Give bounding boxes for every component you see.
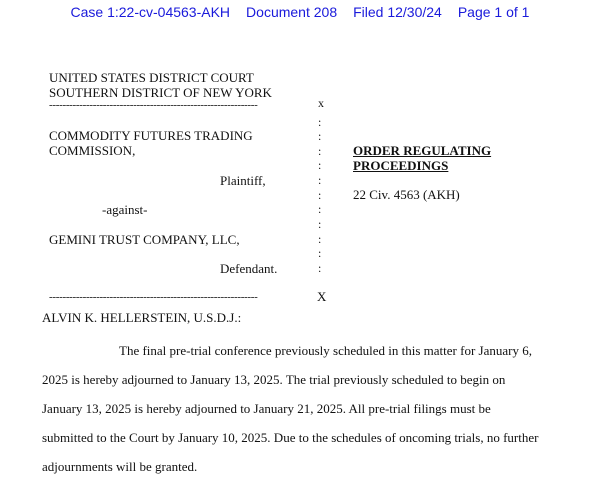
body-line: 2025 is hereby adjourned to January 13, 2025. The trial previously scheduled to begin on xyxy=(42,372,506,387)
court-name-line-2: SOUTHERN DISTRICT OF NEW YORK xyxy=(49,85,272,100)
page-count-header: Page 1 of 1 xyxy=(457,4,530,20)
defendant-role: Defendant. xyxy=(220,261,278,276)
filed-date-header: Filed 12/30/24 xyxy=(353,4,442,20)
caption-colon: : xyxy=(318,158,322,172)
caption-colon: : xyxy=(318,144,322,158)
caption-colon: : xyxy=(318,217,322,231)
caption-colon: : xyxy=(318,202,322,216)
body-line: adjournments will be granted. xyxy=(42,459,198,474)
caption-colon: : xyxy=(318,232,322,246)
caption-colon: : xyxy=(318,261,322,275)
court-name xyxy=(49,70,272,100)
case-number-header: Case 1:22-cv-04563-AKH xyxy=(70,4,231,20)
caption-divider-mark-top: x xyxy=(318,96,324,110)
case-number: 22 Civ. 4563 (AKH) xyxy=(353,187,460,202)
caption-colon: : xyxy=(318,188,322,202)
order-title xyxy=(353,143,491,173)
caption-colon: : xyxy=(318,115,322,129)
caption-divider-top: -------------------------------------------------------------- xyxy=(49,99,258,111)
order-body-paragraph xyxy=(42,336,562,481)
body-line: The final pre-trial conference previously scheduled in this matter for January 6, xyxy=(119,343,532,358)
plaintiff-role: Plaintiff, xyxy=(220,173,266,188)
caption-colon: : xyxy=(318,246,322,260)
against-label: -against- xyxy=(102,202,148,217)
caption-colon: : xyxy=(318,173,322,187)
document-number-header: Document 208 xyxy=(246,4,338,20)
plaintiff-name-line-2: COMMISSION, xyxy=(49,143,136,158)
plaintiff-name xyxy=(49,128,253,158)
judge-signature-line: ALVIN K. HELLERSTEIN, U.S.D.J.: xyxy=(42,310,242,325)
caption-divider-mark-bottom: X xyxy=(317,289,327,304)
order-title-line-2: PROCEEDINGS xyxy=(353,158,449,173)
court-name-line-1: UNITED STATES DISTRICT COURT xyxy=(49,70,254,85)
order-title-line-1: ORDER REGULATING xyxy=(353,143,492,158)
body-line: submitted to the Court by January 10, 2025. Due to the schedules of oncoming trials, no further xyxy=(42,430,539,445)
caption-divider-bottom: -------------------------------------------------------------- xyxy=(49,291,258,303)
body-line: January 13, 2025 is hereby adjourned to January 21, 2025. All pre-trial filings must be xyxy=(42,401,491,416)
caption-colon: : xyxy=(318,129,322,143)
ecf-header xyxy=(0,4,600,20)
plaintiff-name-line-1: COMMODITY FUTURES TRADING xyxy=(49,128,253,143)
defendant-name: GEMINI TRUST COMPANY, LLC, xyxy=(49,232,240,247)
